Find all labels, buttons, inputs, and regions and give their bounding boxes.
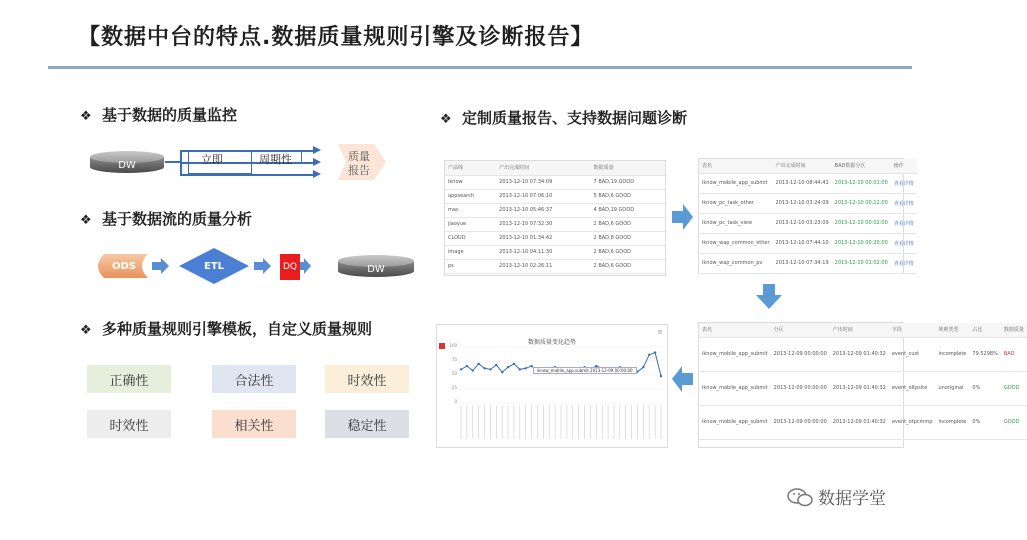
table-cell: iknow_pc_task_other (699, 193, 773, 213)
bullet-data-monitoring (80, 104, 237, 125)
table-header-cell: 产出完成时间 (773, 159, 832, 173)
table-cell[interactable]: 查看详情 (891, 213, 917, 233)
table-cell: CLOUD (445, 231, 496, 245)
table-row (445, 245, 665, 259)
etl-label: ETL (203, 260, 225, 272)
bullet-quality-report (440, 107, 687, 128)
rule-template-correctness (87, 365, 171, 393)
table-cell: BAD (1001, 337, 1027, 371)
table-cell: event_otpcmmp (889, 405, 936, 439)
table-cell: 2013-12-10 03:23:09 (773, 213, 832, 233)
table-cell: 4 BAD,19 GOOD (591, 203, 665, 217)
rule-template-label: 稳定性 (347, 418, 387, 434)
series-point (642, 366, 644, 368)
table-row (699, 337, 1027, 371)
trend-plot (459, 343, 665, 443)
table-cell: iknow_pc_task_view (699, 213, 773, 233)
table-row (445, 231, 665, 245)
blue-arrow-right-icon (672, 204, 694, 230)
dw-database-icon (90, 151, 164, 173)
table-header-cell: 分区 (771, 323, 830, 337)
table-header-cell: 占比 (969, 323, 1000, 337)
dw-label: DW (118, 159, 136, 171)
table-cell: iknow_wap_common_other (699, 233, 773, 253)
watermark-text: 数据学堂 (818, 489, 886, 509)
rule-template-relevance (212, 410, 296, 438)
series-point (513, 363, 515, 365)
immediate-label: 立即 (201, 153, 223, 166)
table-cell: iknow_mobile_app_submit (699, 371, 771, 405)
series-point (507, 366, 509, 368)
table-cell: event_oltpsite (889, 371, 936, 405)
y-tick-label: 50 (451, 371, 457, 376)
table-cell: 79.5298% (969, 337, 1000, 371)
table-row (699, 371, 1027, 405)
diamond-bullet-icon: ❖ (80, 323, 92, 338)
series-point (654, 351, 656, 353)
table-cell: 2013-12-10 04:11:30 (496, 245, 590, 259)
wechat-watermark (786, 484, 886, 509)
series-point (501, 371, 503, 373)
table-header-cell: 操作 (891, 159, 917, 173)
table-cell: iknow_mobile_app_submit (699, 173, 773, 193)
table-cell: 0% (969, 371, 1000, 405)
table-cell: 2013-12-10 00:02:00 (832, 213, 891, 233)
series-point (495, 364, 497, 366)
table-row (445, 203, 665, 217)
quality-report-label: 质量报告 (348, 150, 370, 177)
table-cell: 2013-12-10 08:44:41 (773, 173, 832, 193)
table-header-cell: 数据质量 (1001, 323, 1027, 337)
table-cell: 2013-12-10 00:01:00 (832, 173, 891, 193)
table-cell: iknow_wap_common_pv (699, 253, 773, 273)
arrow-right-icon (313, 146, 321, 154)
bullet-text: 基于数据的质量监控 (102, 106, 238, 124)
field-quality-table (698, 322, 1024, 448)
report-summary-table (444, 160, 666, 276)
dq-box (280, 254, 300, 280)
rule-template-label: 时效性 (347, 373, 387, 389)
diamond-bullet-icon: ❖ (80, 213, 92, 228)
series-point (460, 368, 462, 370)
table-header-cell: BAD数据分区 (832, 159, 891, 173)
dw-database-icon (338, 255, 414, 277)
series-point (660, 375, 662, 377)
table-cell: 2 BAD,6 GOOD (591, 245, 665, 259)
bullet-text: 基于数据流的质量分析 (102, 210, 253, 228)
table-header-cell: 数据质量 (591, 161, 665, 175)
table-cell: 2013-12-10 07:06:10 (496, 189, 590, 203)
table-cell[interactable]: 查看详情 (891, 173, 917, 193)
series-point (519, 368, 521, 370)
table-cell: 2013-12-09 01:40:32 (830, 337, 889, 371)
table-header-cell: 产出时间 (830, 323, 889, 337)
table-header-cell: 产出完成时间 (496, 161, 590, 175)
y-axis-ticks (445, 343, 459, 403)
table-cell: iknow_mobile_app_submit (699, 405, 771, 439)
table-cell: 2013-12-10 07:44:10 (773, 233, 832, 253)
blue-arrow-left-icon (672, 366, 694, 392)
bullet-dataflow-analysis (80, 208, 252, 229)
table-cell: appsearch (445, 189, 496, 203)
table-cell: 2013-12-09 00:00:00 (771, 337, 830, 371)
rule-template-label: 正确性 (109, 373, 149, 389)
table-row (699, 253, 917, 273)
ods-label: ODS (111, 260, 136, 272)
chart-title: 数据质量变化趋势 (527, 339, 576, 346)
table-cell[interactable]: 查看详情 (891, 253, 917, 273)
title-divider (48, 66, 912, 69)
page-title: 【数据中台的特点.数据质量规则引擎及诊断报告】 (78, 25, 594, 50)
table-cell: iknow (445, 175, 496, 189)
dq-label: DQ (282, 262, 297, 272)
table-cell: 5 BAD,6 GOOD (591, 189, 665, 203)
series-tooltip (533, 367, 637, 374)
table-row (699, 233, 917, 253)
table-row (699, 173, 917, 193)
bad-partition-detail-table (698, 158, 914, 274)
bullet-text: 定制质量报告、支持数据问题诊断 (462, 109, 688, 127)
connector-line (165, 161, 181, 163)
y-tick-label: 75 (451, 357, 457, 362)
table-cell: GOOD (1001, 405, 1027, 439)
flow-arrow-icon (254, 258, 272, 274)
table-row (699, 213, 917, 233)
table-cell: 2013-12-10 01:02:00 (832, 253, 891, 273)
y-tick-label: 25 (451, 385, 457, 390)
table-header-cell: 产品线 (445, 161, 496, 175)
table-cell: 2013-12-09 01:40:32 (830, 405, 889, 439)
table-cell: 2013-12-09 00:00:00 (771, 405, 830, 439)
table-cell: unoriginal (935, 371, 969, 405)
table-cell: 2013-12-10 00:20:00 (832, 233, 891, 253)
series-tooltip-text: iknow_mobile_app.submit.2013-12-09 00:00:00 (537, 368, 633, 373)
rule-template-timeliness (87, 410, 171, 438)
table-cell: 2013-12-10 03:24:09 (773, 193, 832, 213)
table-row (699, 193, 917, 213)
table-row (699, 405, 1027, 439)
bullet-rule-engine (80, 318, 372, 339)
series-point (525, 367, 527, 369)
rule-template-label: 时效性 (109, 418, 149, 434)
bullet-text: 多种质量规则引擎模板，自定义质量规则 (102, 320, 373, 338)
chart-menu-icon[interactable]: ≡ (657, 328, 663, 336)
arrow-line-bottom (180, 174, 314, 176)
series-point (489, 368, 491, 370)
table-cell: incomplete (935, 337, 969, 371)
table-row (445, 259, 665, 273)
table-cell: jiaoyue (445, 217, 496, 231)
rule-template-legality (212, 365, 296, 393)
diamond-bullet-icon: ❖ (440, 112, 452, 127)
table-cell: incomplete (935, 405, 969, 439)
table-row (445, 175, 665, 189)
flow-arrow-icon (300, 258, 312, 274)
wechat-icon (786, 486, 814, 508)
table-cell: 2 BAD,6 GOOD (591, 259, 665, 273)
table-cell: 2013-12-10 01:34:42 (496, 231, 590, 245)
table-cell: 2013-12-10 02:26:11 (496, 259, 590, 273)
rule-template-label: 相关性 (234, 418, 274, 434)
blue-arrow-down-icon (756, 284, 782, 310)
arrow-right-icon (313, 158, 321, 166)
table-cell: 2013-12-10 07:34:19 (773, 253, 832, 273)
table-cell[interactable]: 查看详情 (891, 233, 917, 253)
table-header-cell: 表名 (699, 159, 773, 173)
rule-template-stability (325, 410, 409, 438)
y-tick-label: 0 (454, 399, 457, 404)
table-cell: 2013-12-09 01:40:32 (830, 371, 889, 405)
table-cell: 2013-12-10 07:32:30 (496, 217, 590, 231)
dw-label: DW (367, 263, 385, 275)
table-cell: 0% (969, 405, 1000, 439)
table-cell: 2013-12-09 00:00:00 (771, 371, 830, 405)
table-cell: 2013-12-10 05:46:37 (496, 203, 590, 217)
table-cell: ps (445, 259, 496, 273)
series-point (636, 370, 638, 372)
series-point (477, 363, 479, 365)
table-cell: 2 BAD,6 GOOD (591, 217, 665, 231)
table-header-cell: 表名 (699, 323, 771, 337)
table-cell: 2 BAD,8 GOOD (591, 231, 665, 245)
series-point (648, 354, 650, 356)
table-cell: image (445, 245, 496, 259)
table-cell: GOOD (1001, 371, 1027, 405)
table-row (445, 189, 665, 203)
table-cell[interactable]: 查看详情 (891, 193, 917, 213)
flow-arrow-icon (152, 258, 170, 274)
table-header-cell: 字段 (889, 323, 936, 337)
rule-template-label: 合法性 (234, 373, 274, 389)
series-point (472, 369, 474, 371)
rule-template-timeliness (325, 365, 409, 393)
table-row (445, 217, 665, 231)
table-cell: 2013-12-10 07:34:09 (496, 175, 590, 189)
y-tick-label: 100 (449, 343, 457, 348)
table-cell: event_cust (889, 337, 936, 371)
table-header-cell: 规则类型 (935, 323, 969, 337)
table-cell: mac (445, 203, 496, 217)
table-cell: 7 BAD,19 GOOD (591, 175, 665, 189)
table-cell: iknow_mobile_app_submit (699, 337, 771, 371)
table-cell: 2013-12-10 00:12:00 (832, 193, 891, 213)
series-point (466, 365, 468, 367)
series-point (483, 367, 485, 369)
periodic-label: 周期性 (259, 153, 292, 166)
quality-trend-chart (436, 324, 668, 448)
diamond-bullet-icon: ❖ (80, 109, 92, 124)
arrow-right-icon (313, 170, 321, 178)
